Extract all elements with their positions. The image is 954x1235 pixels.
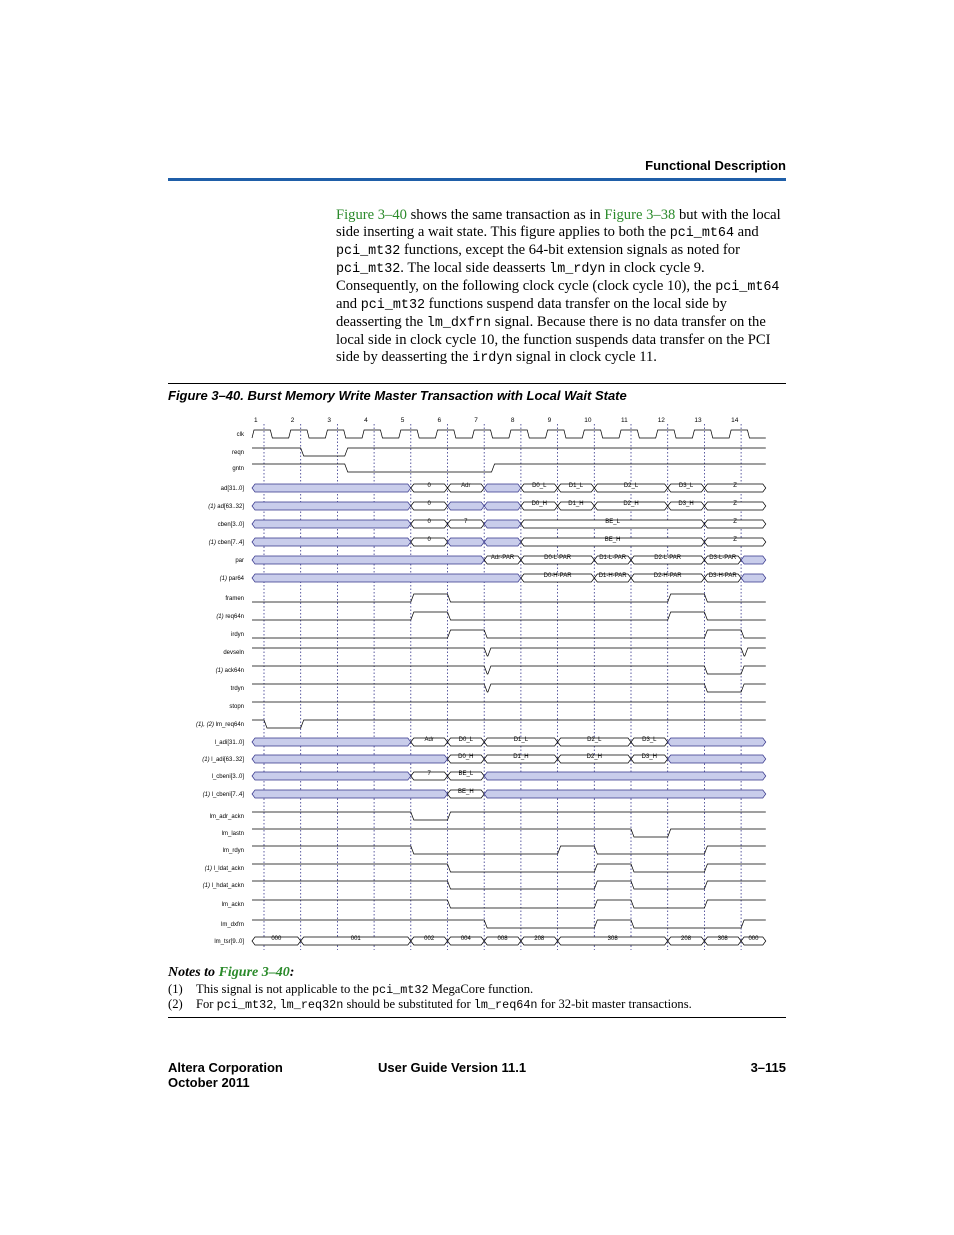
bus-value-label: D1_H <box>513 754 529 760</box>
bus-segment <box>252 790 448 798</box>
footer-page-number: 3–115 <box>750 1060 786 1075</box>
signal-label: reqn <box>231 450 244 456</box>
bus-value-label: Z <box>733 519 737 525</box>
code: pci_mt32 <box>336 262 401 277</box>
bus-value-label: 0 <box>427 519 431 525</box>
signal-waveform <box>252 881 766 889</box>
bus-segment <box>252 755 448 763</box>
bus-value-label: D2-H-PAR <box>653 573 682 579</box>
code: lm_rdyn <box>549 262 606 277</box>
timing-diagram <box>168 410 768 955</box>
bus-segment <box>668 738 766 746</box>
note-number: (2) <box>168 997 183 1011</box>
footer-date: October 2011 <box>168 1075 250 1090</box>
bus-value-label: D0-L-PAR <box>544 555 572 561</box>
caption-rule <box>168 383 786 384</box>
signal-waveform <box>252 612 766 620</box>
bus-value-label: 002 <box>424 936 435 942</box>
figure-caption: Figure 3–40. Burst Memory Write Master Transaction with Local Wait State <box>168 388 627 403</box>
code: pci_mt32 <box>336 244 401 259</box>
bus-value-label: D2_L <box>587 737 602 743</box>
text: shows the same transaction as in <box>406 207 605 223</box>
bus-value-label: 0 <box>427 483 431 489</box>
bus-segment <box>668 755 766 763</box>
bus-value-label: 308 <box>607 936 618 942</box>
bus-value-label: 208 <box>681 936 692 942</box>
bus-segment <box>741 574 766 582</box>
signal-label: lm_adr_ackn <box>209 814 244 820</box>
clock-number-label: 10 <box>584 417 592 424</box>
note-1 <box>168 982 533 997</box>
bus-value-label: D0_L <box>532 483 547 489</box>
text: signal. Because there is no data transfer on the local side in clock cycle 10, the function suspends data transfer on the PCI side by deasserting the <box>336 314 771 365</box>
bus-segment <box>252 772 411 780</box>
text: . The local side deasserts <box>400 260 550 276</box>
signal-label: stopn <box>229 704 244 710</box>
bus-value-label: BE_L <box>458 771 474 777</box>
bus-value-label: 008 <box>497 936 508 942</box>
figure-link[interactable]: Figure 3–40 <box>218 965 290 980</box>
signal-label: (1) l_ldat_ackn <box>204 866 244 872</box>
bus-segment <box>484 772 766 780</box>
signal-label: (1), (2) lm_req64n <box>195 722 244 728</box>
bus-value-label: 0 <box>427 537 431 543</box>
bus-value-label: D0_H <box>531 501 547 507</box>
signal-label: devseln <box>223 650 244 656</box>
footer-guide: User Guide Version 11.1 <box>378 1060 527 1075</box>
bus-value-label: D0_H <box>458 754 474 760</box>
bus-value-label: 7 <box>464 519 468 525</box>
bus-value-label: D3_L <box>678 483 694 489</box>
figure-link[interactable]: Figure 3–40 <box>336 207 407 223</box>
signal-label: gntn <box>232 466 244 472</box>
bus-value-label: BE_L <box>605 519 620 525</box>
bus-segment <box>252 538 411 546</box>
bus-segment <box>252 502 411 510</box>
footer-company: Altera Corporation <box>168 1060 283 1075</box>
bus-value-label: Z <box>733 501 737 507</box>
signal-waveform <box>252 829 766 837</box>
notes-title <box>168 965 294 981</box>
note-2 <box>168 997 692 1012</box>
text: for 32-bit master transactions. <box>537 997 692 1011</box>
bus-value-label: BE_H <box>458 789 474 795</box>
bus-value-label: D1-L-PAR <box>599 555 627 561</box>
signal-waveform <box>252 648 766 656</box>
bus-value-label: Z <box>733 483 737 489</box>
signal-label: (1) l_hdat_ackn <box>202 883 244 889</box>
bus-value-label: Z <box>733 537 737 543</box>
signal-waveform <box>252 920 766 928</box>
text: and <box>336 296 361 312</box>
bus-value-label: 000 <box>271 936 282 942</box>
signal-waveform <box>252 720 766 728</box>
note-number: (1) <box>168 982 183 996</box>
bus-segment <box>252 556 484 564</box>
bus-value-label: D0_L <box>458 737 474 743</box>
clock-number-label: 3 <box>327 417 332 424</box>
bus-value-label: D2_H <box>586 754 602 760</box>
signal-waveform <box>252 630 766 638</box>
signal-label: (1) req64n <box>216 614 244 620</box>
code: pci_mt64 <box>669 226 734 241</box>
bus-value-label: 001 <box>350 936 361 942</box>
text: but with the local side inserting a wait state. This figure applies to both the <box>336 207 781 240</box>
code: lm_req32n <box>279 998 344 1012</box>
clock-number-label: 8 <box>510 417 515 424</box>
bus-value-label: D1_L <box>568 483 584 489</box>
text: This signal is not applicable to the <box>196 982 372 996</box>
signal-label: lm_tsr[9..0] <box>214 939 244 945</box>
bus-segment <box>448 502 485 510</box>
bus-segment <box>448 538 485 546</box>
signal-label: l_adi[31..0] <box>214 740 244 746</box>
bus-segment <box>484 502 521 510</box>
bus-value-label: D2_H <box>623 501 639 507</box>
figure-link[interactable]: Figure 3–38 <box>604 207 676 223</box>
signal-label: clk <box>236 432 244 438</box>
clock-number-label: 11 <box>621 417 628 424</box>
signal-waveform <box>252 594 766 602</box>
bus-segment <box>741 556 766 564</box>
clock-number-label: 13 <box>694 417 702 424</box>
signal-label: par <box>235 558 244 564</box>
bus-value-label: D3_H <box>641 754 658 760</box>
text: functions, except the 64-bit extension signals as noted for <box>400 242 740 258</box>
bus-value-label: D3_L <box>642 737 657 743</box>
bus-value-label: 7 <box>427 771 431 777</box>
code: irdyn <box>472 351 513 366</box>
bus-segment <box>484 520 521 528</box>
signal-label: (1) l_cbeni[7..4] <box>202 792 244 798</box>
code: pci_mt32 <box>371 983 429 997</box>
signal-label: (1) par64 <box>219 576 244 582</box>
clock-number-label: 4 <box>364 417 368 424</box>
text: should be substituted for <box>343 997 474 1011</box>
text: , <box>273 997 280 1011</box>
clock-number-label: 1 <box>254 417 258 424</box>
bus-value-label: Adr <box>461 483 471 489</box>
signal-waveform <box>252 900 766 908</box>
bus-value-label: D3-L-PAR <box>709 555 737 561</box>
bus-value-label: D2-L-PAR <box>654 555 682 561</box>
bus-value-label: Adr <box>424 737 434 743</box>
bus-value-label: 208 <box>534 936 545 942</box>
bus-segment <box>252 574 521 582</box>
code: lm_req64n <box>473 998 538 1012</box>
bus-value-label: 004 <box>460 936 471 942</box>
bus-value-label: D1_L <box>513 737 529 743</box>
text: : <box>289 965 295 980</box>
clock-number-label: 6 <box>437 417 442 424</box>
signal-label: lm_rdyn <box>222 848 244 854</box>
notes-rule <box>168 1017 786 1018</box>
footer-left <box>168 1060 283 1090</box>
header-rule <box>168 178 786 181</box>
bus-value-label: Adr-PAR <box>490 555 515 561</box>
bus-segment <box>252 738 411 746</box>
bus-value-label: D3_H <box>678 501 694 507</box>
bus-value-label: 000 <box>748 936 759 942</box>
signal-label: l_cbeni[3..0] <box>211 774 244 780</box>
bus-value-label: D2_L <box>623 483 639 489</box>
signal-label: lm_dxfrn <box>220 922 244 928</box>
intro-paragraph <box>336 207 788 367</box>
clock-number-label: 5 <box>400 417 405 424</box>
text: MegaCore function. <box>428 982 534 996</box>
bus-value-label: 0 <box>427 501 431 507</box>
signal-waveform <box>252 666 766 674</box>
text: signal in clock cycle 11. <box>512 349 657 365</box>
signal-waveform <box>252 684 766 692</box>
code: pci_mt32 <box>360 298 426 313</box>
text: in clock cycle 9. Consequently, on the following clock cycle (clock cycle 10), the <box>336 260 716 294</box>
clock-number-label: 9 <box>547 417 552 424</box>
bus-segment <box>252 484 411 492</box>
clock-number-label: 2 <box>290 417 295 424</box>
signal-label: irdyn <box>230 632 244 638</box>
bus-segment <box>252 520 411 528</box>
clock-waveform <box>252 430 766 438</box>
bus-value-label: D1-H-PAR <box>598 573 627 579</box>
signal-label: trdyn <box>230 686 244 692</box>
bus-value-label: D1_H <box>568 501 584 507</box>
signal-label: lm_ackn <box>221 902 244 908</box>
signal-label: (1) l_adi[63..32] <box>202 757 244 763</box>
bus-segment <box>484 484 521 492</box>
code: lm_dxfrn <box>426 316 492 331</box>
signal-label: lm_lastn <box>221 831 244 837</box>
text: Notes to <box>168 965 219 980</box>
text: and <box>734 224 759 240</box>
clock-number-label: 14 <box>731 417 739 424</box>
signal-label: (1) ack64n <box>215 668 244 674</box>
clock-number-label: 12 <box>657 417 665 424</box>
signal-waveform <box>252 864 766 872</box>
code: pci_mt64 <box>715 280 780 295</box>
signal-waveform <box>252 448 766 456</box>
text: functions suspend data transfer on the local side by deasserting the <box>336 296 727 330</box>
code: pci_mt32 <box>216 998 274 1012</box>
bus-value-label: BE_H <box>604 537 621 543</box>
section-title: Functional Description <box>645 158 786 173</box>
signal-label: (1) ad[63..32] <box>208 504 244 510</box>
signal-waveform <box>252 464 766 472</box>
text: For <box>196 997 217 1011</box>
signal-label: ad[31..0] <box>220 486 244 492</box>
signal-label: cben[3..0] <box>217 522 244 528</box>
clock-number-label: 7 <box>474 417 478 424</box>
bus-value-label: D3-H-PAR <box>708 573 737 579</box>
bus-value-label: D0-H-PAR <box>543 573 572 579</box>
signal-label: framen <box>225 596 244 602</box>
signal-waveform <box>252 846 766 854</box>
signal-label: (1) cben[7..4] <box>208 540 244 546</box>
signal-waveform <box>252 812 766 820</box>
bus-segment <box>484 538 521 546</box>
bus-segment <box>484 790 766 798</box>
bus-value-label: 308 <box>717 936 728 942</box>
